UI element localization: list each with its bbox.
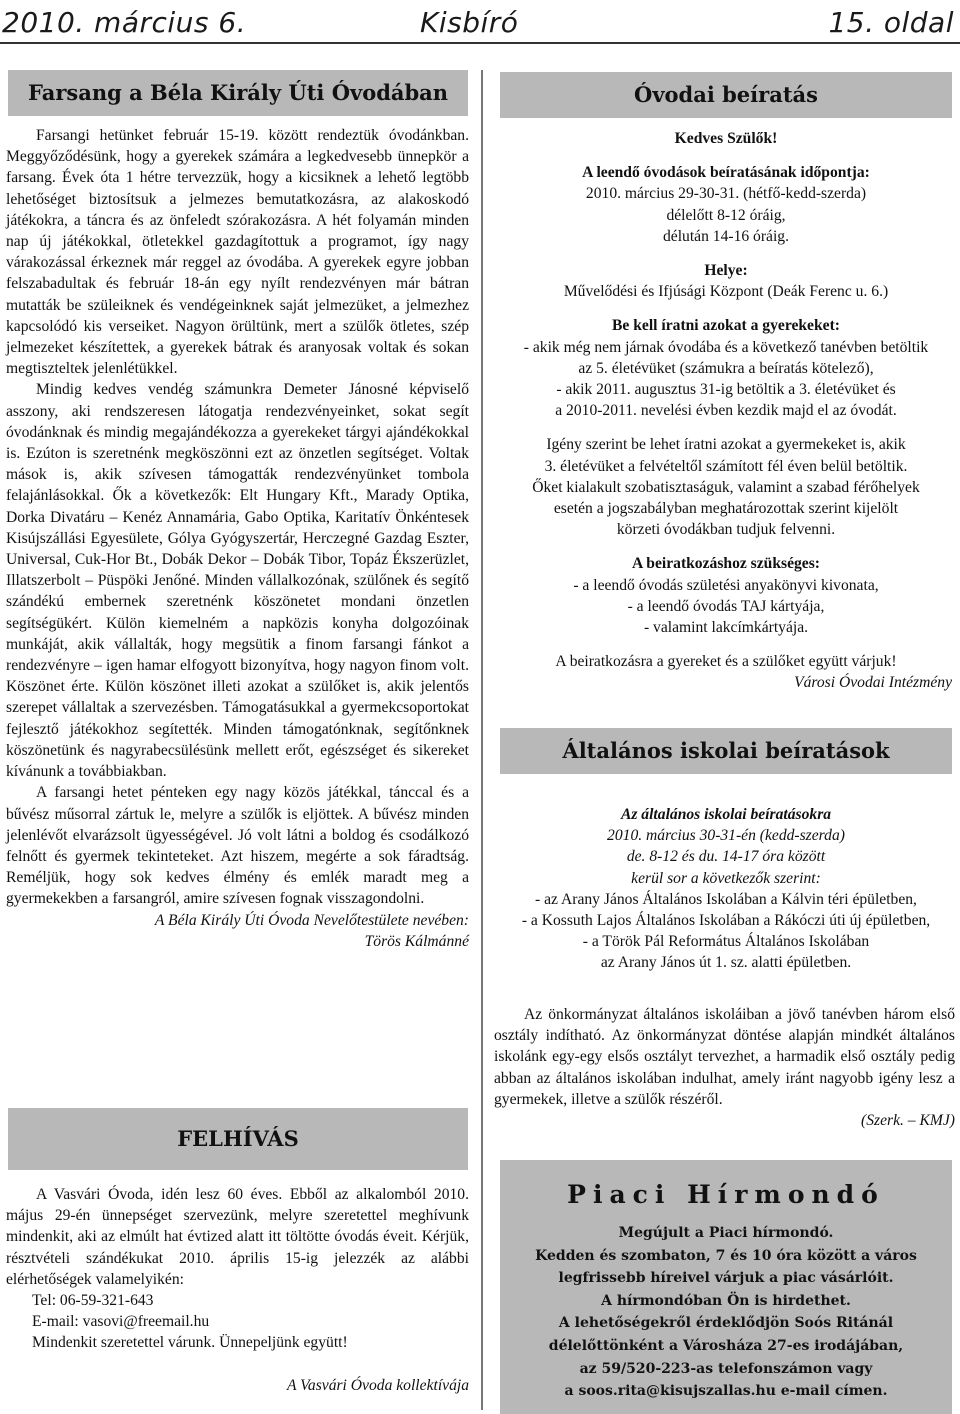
header-date: 2010. március 6.: [2, 6, 247, 39]
iskola-body: [500, 804, 952, 974]
beiratas-must-line4: a 2010-2011. nevelési évben kezdik majd el az óvodát.: [555, 402, 897, 420]
beiratas-dates-heading: A leendő óvodások beíratásának időpontja:: [582, 164, 870, 182]
iskola-school3: - a Török Pál Református Általános Iskolában: [582, 933, 870, 951]
felhivas-tel: Tel: 06-59-321-643: [32, 1292, 154, 1310]
beiratas-optional-line2: 3. életévüket a felvételtől számított fél éven belül betöltik.: [544, 457, 908, 475]
beiratas-optional-line4: esetén a jogszabályban meghatározottak szerint kijelölt: [553, 500, 899, 518]
farsang-paragraph-2: Mindig kedves vendég számunkra Demeter Jánosné képviselő asszony, aki rendszeresen látogatja rendezvényeinket, sokat segít óvodánknak és mindig megajándékozza a gyerekeket tárgyi ajándékokkal is. Ezúton is szeretnénk megköszönni ezt az önzetlen segítséget. Voltak mások is, akik szívesen támogatták rendezvényünket tombola felajánlásokkal. Ők a következők: Elt Hungary Kft., Marady Optika, Dorka Divatáru – Kenéz Annamária, Gabo Optika, Karitatív Önkéntesek Kisújszállási Egyesülete, Gólya Gyógyszertár, Herczegné Gazdag Eszter, Universal, Cuk-Hor Bt., Dobák Dekor – Dobák Tibor, Topáz Ékszerüzlet, Illatszerbolt – Püspöki Jenőné. Minden vállalkozónak, szülőnek és segítő szándékú embernek szeretnénk köszönetet mondani önzetlen segítségükért. Külön kiemelném a napközis konyha dolgozóinak munkáját, akik vállalták, hogy megsütik a finom farsangi fánkot a rendezvényre – igen hamar elfogyott bizonyítva, hogy nagyon finom volt. Köszönet érte. Külön köszönet illeti azokat a szülőket is, akik jelentős szerepet vállaltak a szervezésben. Támogatásukkal a gyermekcsoportokat fejlesztő játékokhoz segítették. Minden támogatónknak, segítőnknek köszönetünk és nagyrabecsülésünk mellett erőt, egészséget és sikereket kívánunk a továbbiakban.: [6, 381, 469, 781]
beiratas-needed-line2: - a leendő óvodás TAJ kártyája,: [627, 597, 825, 615]
piaci-line4: A hírmondóban Ön is hirdethet.: [601, 1292, 851, 1309]
farsang-article: [6, 125, 469, 952]
beiratas-closing: A beiratkozásra a gyereket és a szülőket együtt várjuk!: [555, 653, 897, 671]
farsang-title-box: [8, 70, 468, 116]
column-divider: [481, 70, 483, 1410]
piaci-title: Piaci Hírmondó: [567, 1180, 885, 1209]
felhivas-signature: A Vasvári Óvoda kollektívája: [286, 1376, 469, 1394]
piaci-line1: Megújult a Piaci hírmondó.: [618, 1225, 834, 1241]
beiratas-needed-line3: - valamint lakcímkártyája.: [643, 619, 809, 637]
beiratas-optional-line1: Igény szerint be lehet íratni azokat a gyermekeket is, akik: [546, 436, 906, 454]
piaci-line8: a soos.rita@kisujszallas.hu e-mail címen.: [564, 1383, 888, 1400]
felhivas-email: E-mail: vasovi@freemail.hu: [32, 1313, 210, 1331]
beiratas-needed-heading: A beiratkozáshoz szükséges:: [632, 555, 820, 573]
beiratas-must-line2: az 5. életévüket (számukra a beíratás kötelező),: [578, 359, 874, 377]
beiratas-must-line1: - akik még nem járnak óvodába és a következő tanévben betöltik: [523, 338, 929, 356]
felhivas-article: [6, 1184, 469, 1396]
beiratas-optional-line3: Őket kialakult szobatisztaságuk, valamint a szabad férőhelyek: [532, 478, 920, 496]
iskola-line3: de. 8-12 és du. 14-17 óra között: [626, 848, 826, 866]
iskola-school1: - az Arany János Általános Iskolában a Kálvin téri épületben,: [535, 890, 917, 908]
iskola-line2: 2010. március 30-31-én (kedd-szerda): [607, 827, 845, 845]
piaci-line5: A lehetőségekről érdeklődjön Soós Ritánál: [558, 1315, 894, 1332]
beiratas-must-line3: - akik 2011. augusztus 31-ig betöltik a 3. életévüket és: [556, 381, 896, 399]
beiratas-place: Művelődési és Ifjúsági Központ (Deák Ferenc u. 6.): [563, 283, 889, 301]
beiratas-title-box: [500, 72, 952, 118]
beiratas-place-heading: Helye:: [704, 262, 748, 280]
header-town: Kisbíró: [420, 6, 519, 39]
iskola-line4: kerül sor a következők szerint:: [631, 869, 821, 887]
beiratas-body: [500, 128, 952, 694]
header-page: 15. oldal: [828, 6, 954, 39]
felhivas-title: FELHÍVÁS: [177, 1126, 299, 1151]
piaci-line7: az 59/520-223-as telefonszámon vagy: [579, 1360, 873, 1377]
beiratas-dates-line1: 2010. március 29-30-31. (hétfő-kedd-szerda): [585, 185, 867, 203]
iskola-school3b: az Arany János út 1. sz. alatti épületben.: [600, 954, 852, 972]
piaci-text: [510, 1222, 942, 1403]
piaci-line6: délelőttönként a Városháza 27-es irodájában,: [548, 1337, 904, 1354]
piaci-line3: legfrissebb híreivel várjuk a piac vásárlóit.: [558, 1270, 894, 1287]
iskola-line1: Az általános iskolai beíratásokra: [620, 806, 832, 823]
beiratas-dates-line3: délután 14-16 óráig.: [662, 227, 789, 245]
farsang-title: Farsang a Béla Király Úti Óvodában: [27, 80, 449, 105]
iskola-title-box: [500, 728, 952, 774]
beiratas-must-heading: Be kell íratni azokat a gyerekeket:: [612, 317, 840, 335]
farsang-signature-org: A Béla Király Úti Óvoda Nevelőtestülete nevében:: [154, 911, 469, 929]
beiratas-dates-line2: délelőtt 8-12 óráig,: [666, 206, 786, 224]
farsang-signature-name: Törös Kálmánné: [364, 932, 469, 950]
iskola-signature: (Szerk. – KMJ): [861, 1112, 955, 1130]
farsang-paragraph-1: Farsangi hetünket február 15-19. között rendeztük óvodánkban. Meggyőződésünk, hogy a gyerekek számára a legkedvesebb ünnepkör a farsang. Évek óta 1 hétre tervezzük, hogy a kicsiknek a lehető legtöbb lehetőséget biztosítsuk a jelmezes bemutatkozásra, az alakoskodó játékokra, a táncra és az önfeledt szórakozásra. A hét folyamán minden nap új játékokkal, ötletekkel gazdagítottuk a programot, így nagy várakozással érkeznek már reggel az óvodába. A gyerekek egyre jobban felszabadultak és február 18-án egy nyílt rendezvényen már bátran mutatták be szüleiknek és vendégeinknek saját jelmezüket, a jelmezhez kapcsolódó kis verseiket. Nagyon örültünk, mert a szülők ötletes, szép jelmezeket készítettek, a gyerekek bátrak és aranyosak voltak és sokan megtiszteltek jelenlétükkel.: [6, 127, 469, 378]
iskola-school2: - a Kossuth Lajos Általános Iskolában a Rákóczi úti új épületben,: [521, 912, 931, 930]
felhivas-closing: Mindenkit szeretettel várunk. Ünnepeljünk együtt!: [32, 1334, 348, 1352]
piaci-line2: Kedden és szombaton, 7 és 10 óra között a város: [535, 1247, 917, 1264]
page-header: [0, 0, 960, 44]
felhivas-title-box: [8, 1108, 468, 1170]
felhivas-paragraph: A Vasvári Óvoda, idén lesz 60 éves. Ebből az alkalomból 2010. május 29-én ünnepséget szervezünk, melyre szeretettel meghívunk mindenkit, aki az elmúlt hat évtized alatt itt töltötte óvodás éveit. Kérjük, résztvételi szándékukat 2010. április 15-ig jelezzék az alábbi elérhetőségek valamelyikén:: [6, 1186, 469, 1288]
header-divider: [0, 42, 960, 44]
iskola-paragraph-block: [494, 1004, 955, 1131]
beiratas-optional-line5: körzeti óvodákban tudjuk felvenni.: [616, 521, 836, 539]
beiratas-greeting: Kedves Szülők!: [674, 130, 778, 147]
beiratas-title: Óvodai beíratás: [634, 82, 818, 107]
iskola-paragraph: Az önkormányzat általános iskoláiban a jövő tanévben három első osztály indítható. Az önkormányzat döntése alapján mindkét általános iskolánk egy-egy elsős osztályt tervezhet, a harmadik első osztály pedig abban az általános iskolában indulhat, amely iránt nagyobb igény lesz a gyermekek, illetve a szülők részéről.: [494, 1006, 955, 1108]
beiratas-needed-line1: - a leendő óvodás születési anyakönyvi kivonata,: [573, 576, 879, 594]
iskola-title: Általános iskolai beíratások: [562, 738, 890, 763]
beiratas-signature: Városi Óvodai Intézmény: [794, 674, 952, 692]
piaci-hirmondo-box: [500, 1160, 952, 1414]
farsang-paragraph-3: A farsangi hetet pénteken egy nagy közös játékkal, tánccal és a bűvész műsorral zártuk le, melyre a szülők is eljöttek. A bűvész minden jelenlévőt elvarázsolt ügyességével. Jó volt látni a boldog és csodálkozó felnőtt és gyermek tekinteteket. Azt hiszem, megérte a sok fáradtság. Reméljük, hogy sok kedves élmény és emlék maradt meg a gyermekekben a farsangról, amire szívesen fognak visszagondolni.: [6, 784, 469, 908]
